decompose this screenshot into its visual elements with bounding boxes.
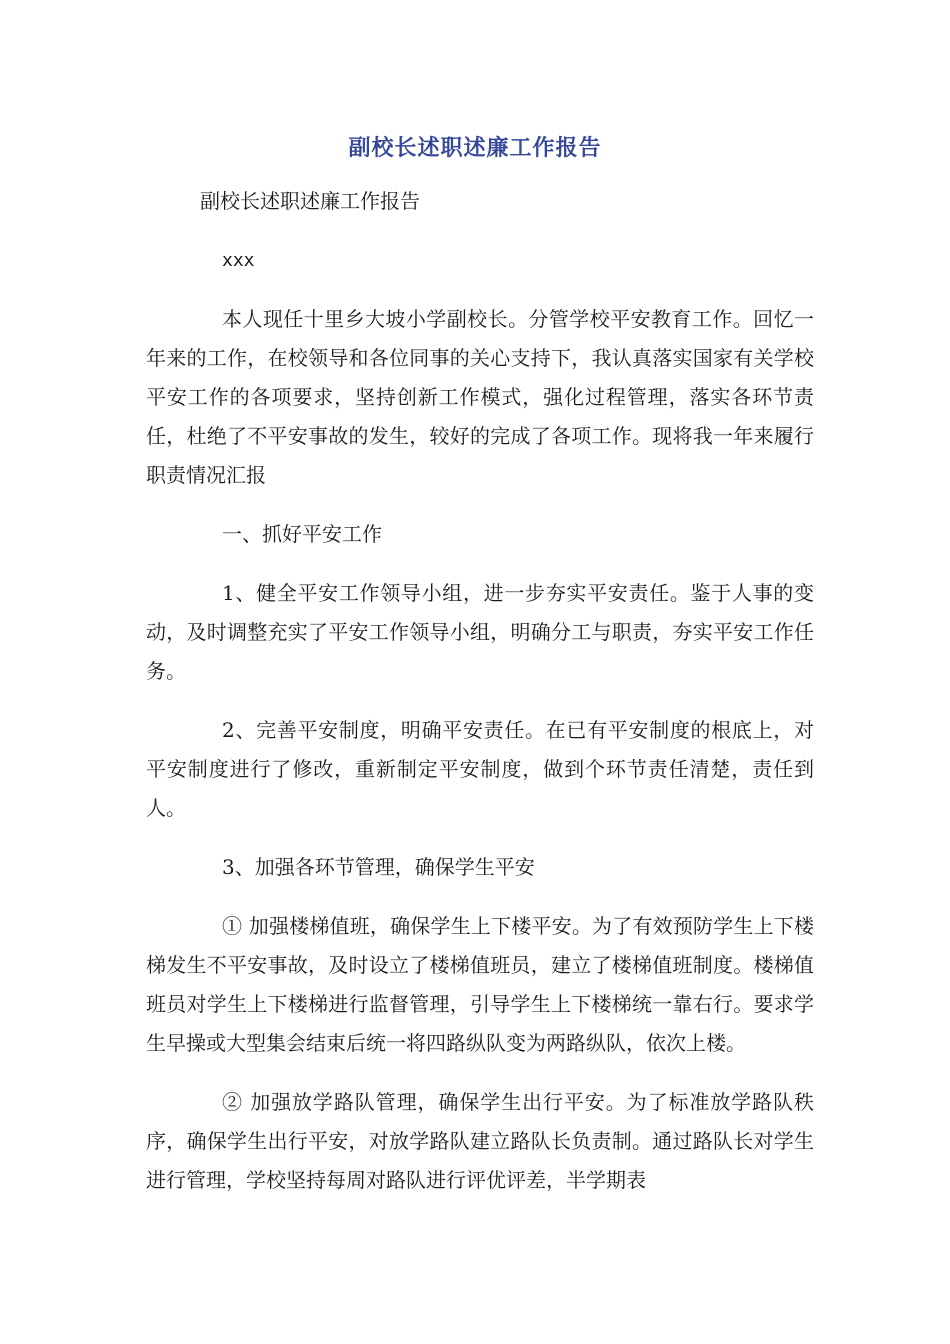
subtitle-paragraph: 副校长述职述廉工作报告: [200, 189, 420, 213]
body-paragraph: 1、健全平安工作领导小组，进一步夯实平安责任。鉴于人事的变动，及时调整充实了平安工作领导小组，明确分工与职责，夯实平安工作任务。: [146, 581, 814, 683]
body-paragraph: ② 加强放学路队管理，确保学生出行平安。为了标准放学路队秩序，确保学生出行平安，对放学路队建立路队长负责制。通过路队长对学生进行管理，学校坚持每周对路队进行评优评差，半学期表: [146, 1090, 814, 1192]
section-heading: 一、抓好平安工作: [222, 522, 382, 546]
document-title: 副校长述职述廉工作报告: [348, 136, 602, 161]
body-paragraph: 本人现任十里乡大坡小学副校长。分管学校平安教育工作。回忆一年来的工作，在校领导和各位同事的关心支持下，我认真落实国家有关学校平安工作的各项要求，坚持创新工作模式，强化过程管理，落实各环节责任，杜绝了不平安事故的发生，较好的完成了各项工作。现将我一年来履行职责情况汇报: [146, 307, 814, 487]
document-body: [146, 182, 814, 1220]
section-heading: 3、加强各环节管理，确保学生平安: [222, 855, 535, 879]
author-line: xxx: [222, 250, 255, 271]
body-paragraph: ① 加强楼梯值班，确保学生上下楼平安。为了有效预防学生上下楼梯发生不平安事故，及时设立了楼梯值班员，建立了楼梯值班制度。楼梯值班员对学生上下楼梯进行监督管理，引导学生上下楼梯统一靠右行。要求学生早操或大型集会结束后统一将四路纵队变为两路纵队，依次上楼。: [146, 914, 814, 1055]
body-paragraph: 2、完善平安制度，明确平安责任。在已有平安制度的根底上，对平安制度进行了修改，重新制定平安制度，做到个环节责任清楚，责任到人。: [146, 718, 814, 820]
